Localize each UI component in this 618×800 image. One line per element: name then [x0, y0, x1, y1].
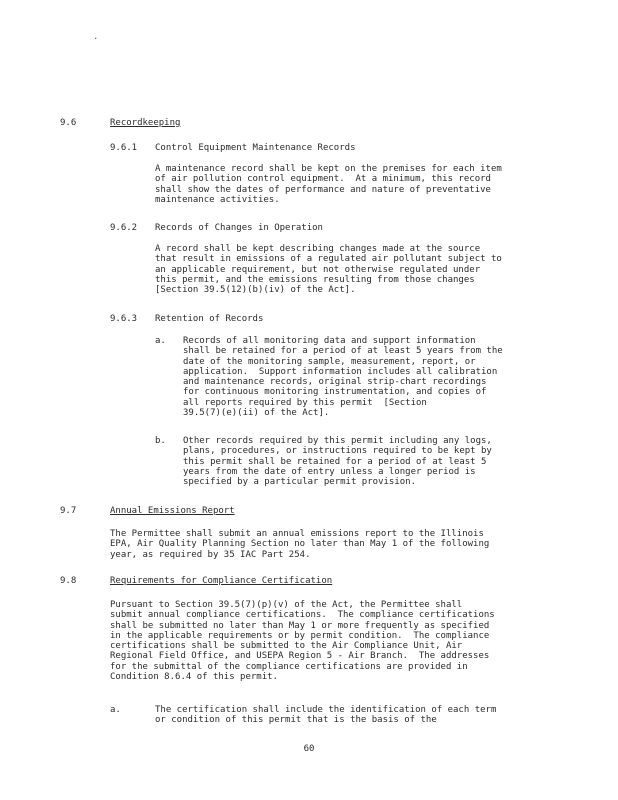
list-item-b-retention — [183, 436, 492, 487]
text-line: maintenance activities. — [155, 194, 280, 205]
text-line: all reports required by this permit [Section — [183, 397, 427, 408]
subsection-number-9-6-2: 9.6.2 — [110, 223, 138, 233]
text-line: for continuous monitoring instrumentation, and copies of — [183, 387, 487, 398]
paragraph-annual-emissions-report — [110, 529, 489, 560]
text-line: [Section 39.5(12)(b)(iv) of the Act]. — [155, 285, 356, 296]
text-line: that result in emissions of a regulated air pollutant subject to — [155, 254, 502, 265]
list-marker-a: a. — [155, 336, 166, 346]
paragraph-maintenance-records — [155, 164, 502, 205]
paragraph-compliance-certification — [110, 600, 495, 682]
text-line: and maintenance records, original strip-chart recordings — [183, 377, 487, 388]
section-number-9-7: 9.7 — [60, 506, 77, 516]
text-line: or condition of this permit that is the basis of the — [155, 715, 437, 726]
text-line: this permit, and the emissions resulting from those changes — [155, 274, 475, 285]
subsection-number-9-6-1: 9.6.1 — [110, 143, 138, 153]
text-line: certifications shall be submitted to the Air Compliance Unit, Air — [110, 641, 463, 652]
text-line: years from the date of entry unless a longer period is — [183, 466, 476, 477]
text-line: A record shall be kept describing changes made at the source — [155, 244, 481, 254]
text-line: shall be retained for a period of at least 5 years from the — [183, 346, 503, 357]
text-line: date of the monitoring sample, measurement, report, or — [183, 356, 476, 367]
list-item-a-certification — [155, 705, 496, 726]
text-line: The Permittee shall submit an annual emissions report to the Illinois — [110, 529, 484, 539]
text-line: The certification shall include the identification of each term — [155, 705, 497, 715]
page-number: 60 — [303, 744, 315, 754]
subsection-title-maintenance-records: Control Equipment Maintenance Records — [155, 143, 356, 153]
list-item-a-retention — [183, 336, 503, 418]
text-line: Pursuant to Section 39.5(7)(p)(v) of the Act, the Permittee shall — [110, 600, 463, 610]
text-line: year, as required by 35 IAC Part 254. — [110, 549, 311, 560]
text-line: EPA, Air Quality Planning Section no later than May 1 of the following — [110, 539, 490, 550]
list-marker-b: b. — [155, 436, 166, 446]
text-line: shall be submitted no later than May 1 or more frequently as specified — [110, 620, 490, 631]
text-line: for the submittal of the compliance certifications are provided in — [110, 661, 468, 672]
text-line: Condition 8.6.4 of this permit. — [110, 672, 278, 683]
subsection-number-9-6-3: 9.6.3 — [110, 314, 138, 324]
text-line: an applicable requirement, but not otherwise regulated under — [155, 264, 481, 275]
text-line: in the applicable requirements or by permit condition. The compliance — [110, 630, 490, 641]
header-mark: . — [93, 32, 99, 42]
text-line: A maintenance record shall be kept on the premises for each item — [155, 164, 502, 174]
text-line: Records of all monitoring data and support information — [183, 336, 476, 346]
section-title-annual-emissions-report: Annual Emissions Report — [110, 506, 235, 516]
text-line: shall show the dates of performance and nature of preventative — [155, 184, 491, 195]
text-line: Other records required by this permit including any logs, — [183, 436, 492, 446]
text-line: submit annual compliance certifications. The compliance certifications — [110, 610, 495, 621]
section-title-recordkeeping: Recordkeeping — [110, 118, 181, 128]
list-marker-a: a. — [110, 705, 121, 715]
text-line: plans, procedures, or instructions required to be kept by — [183, 446, 492, 457]
text-line: this permit shall be retained for a period of at least 5 — [183, 456, 487, 467]
text-line: specified by a particular permit provision. — [183, 477, 416, 488]
text-line: Regional Field Office, and USEPA Region 5 - Air Branch. The addresses — [110, 651, 490, 662]
section-number-9-6: 9.6 — [60, 118, 77, 128]
section-number-9-8: 9.8 — [60, 576, 77, 586]
section-title-compliance-certification: Requirements for Compliance Certification — [110, 576, 333, 586]
text-line: application. Support information includes all calibration — [183, 366, 498, 377]
paragraph-changes-in-operation — [155, 244, 502, 295]
text-line: of air pollution control equipment. At a minimum, this record — [155, 174, 491, 185]
subsection-title-retention-of-records: Retention of Records — [155, 314, 264, 324]
text-line: 39.5(7)(e)(ii) of the Act]. — [183, 408, 330, 419]
subsection-title-changes-in-operation: Records of Changes in Operation — [155, 223, 323, 233]
